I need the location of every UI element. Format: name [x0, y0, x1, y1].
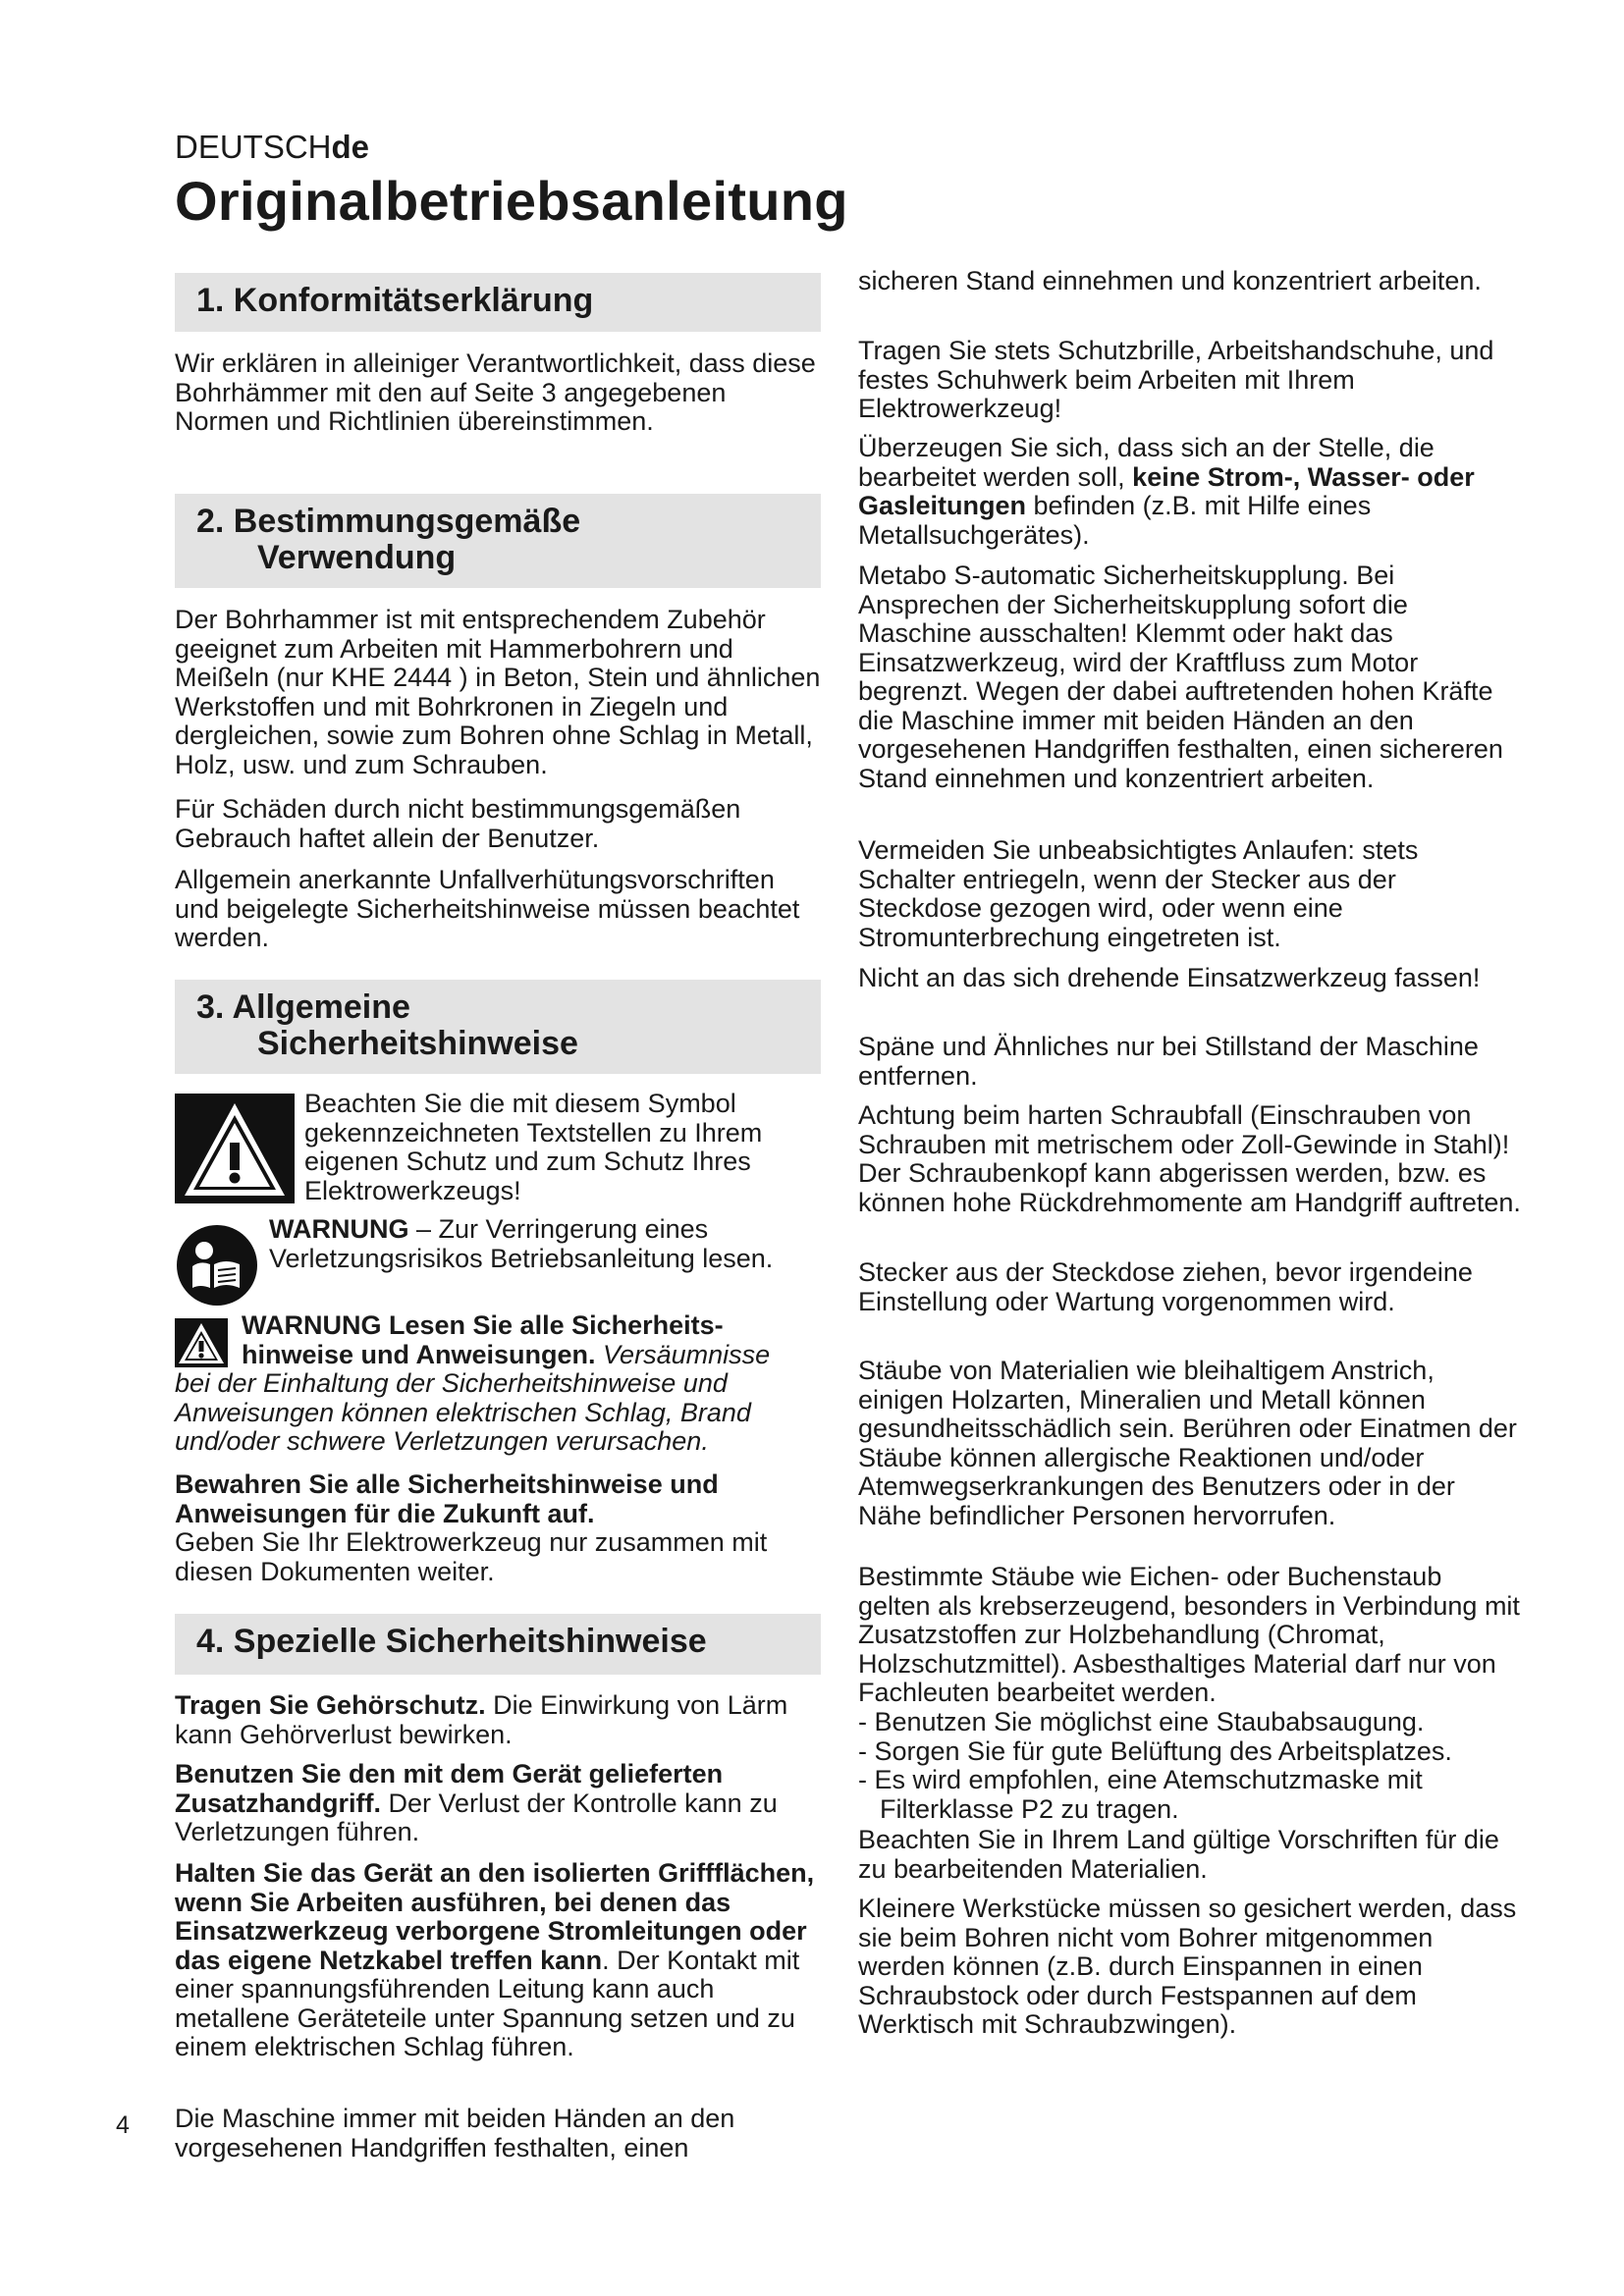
section-4-paragraph-1: Tragen Sie Gehörschutz. Die Einwirkung von Lärm kann Gehörverlust bewirken. [175, 1690, 788, 1749]
right-paragraph-7: Späne und Ähnliches nur bei Stillstand der Maschine entfernen. [858, 1032, 1479, 1091]
section-4-heading: 4. Spezielle Sicherheitshinweise [175, 1614, 821, 1675]
right-paragraph-5: Vermeiden Sie unbeabsichtigtes Anlaufen: stets Schalter entriegeln, wenn der Stecker aus der Steckdose gezogen wird, oder wenn eine Stromunterbrechung eingetreten ist. [858, 835, 1419, 952]
section-2-paragraph-1: Der Bohrhammer ist mit entsprechendem Zubehör geeignet zum Arbeiten mit Hammerbohrern und Meißeln (nur KHE 2444 ) in Beton, Stein und ähnlichen Werkstoffen und mit Bohrkronen in Ziegeln und dergleichen, sowie zum Bohren ohne Schlag in Metall, Holz, usw. und zum Schrauben. [175, 605, 821, 779]
warning-heading-line-2: hinweise und Anweisungen. Versäumnisse [242, 1339, 771, 1369]
right-paragraph-8: Achtung beim harten Schraubfall (Einschrauben von Schrauben mit metrischem oder Zoll-Gewinde in Stahl)! Der Schraubenkopf kann abgerissen werden, bzw. es können hohe Rückdrehmomente am Handgriff auftreten. [858, 1100, 1521, 1217]
warning-triangle-icon [175, 1094, 295, 1203]
language-label: DEUTSCHde [175, 129, 370, 165]
section-3-heading: 3. Allgemeine Sicherheitshinweise [175, 980, 821, 1074]
section-4-paragraph-2: Benutzen Sie den mit dem Gerät gelieferten Zusatzhandgriff. Der Verlust der Kontrolle kann zu Verletzungen führen. [175, 1759, 778, 1846]
section-2-heading: 2. Bestimmungsgemäße Verwendung [175, 494, 821, 588]
symbol-explanation: Beachten Sie die mit diesem Symbol gekennzeichneten Textstellen zu Ihrem eigenen Schutz und zum Schutz Ihres Elektrowerkzeugs! [304, 1089, 763, 1205]
read-manual-icon [175, 1223, 259, 1308]
section-2-paragraph-2: Für Schäden durch nicht bestimmungsgemäßen Gebrauch haftet allein der Benutzer. [175, 794, 741, 853]
section-4-paragraph-4: Die Maschine immer mit beiden Händen an den vorgesehenen Handgriffen festhalten, einen [175, 2104, 735, 2163]
section-4-paragraph-3: Halten Sie das Gerät an den isolierten Griffflächen, wenn Sie Arbeiten ausführen, bei denen das Einsatzwerkzeug verborgene Stromleitungen oder das eigene Netzkabel treffen kann. Der Kontakt mit einer spannungsführenden Leitung kann auch metallene Geräteteile unter Spannung setzen und zu einem elektrischen Schlag führen. [175, 1858, 815, 2061]
section-1-heading: 1. Konformitätserklärung [175, 273, 821, 332]
section-2-paragraph-3: Allgemein anerkannte Unfallverhütungsvorschriften und beigelegte Sicherheitshinweise müssen beachtet werden. [175, 865, 800, 952]
right-paragraph-9: Stecker aus der Steckdose ziehen, bevor irgendeine Einstellung oder Wartung vorgenommen wird. [858, 1257, 1473, 1316]
right-paragraph-13: Kleinere Werkstücke müssen so gesichert werden, dass sie beim Bohren nicht vom Bohrer mitgenommen werden können (z.B. durch Einspannen in einen Schraubstock oder durch Festspannen auf dem Werktisch mit Schraubzwingen). [858, 1894, 1517, 2039]
keep-instructions-text: Geben Sie Ihr Elektrowerkzeug nur zusammen mit diesen Dokumenten weiter. [175, 1527, 768, 1586]
warning-heading-line-1: WARNUNG Lesen Sie alle Sicherheits- [242, 1310, 724, 1340]
dust-list-item-2: - Sorgen Sie für gute Belüftung des Arbeitsplatzes. [858, 1736, 1452, 1766]
manual-warning: WARNUNG – Zur Verringerung eines Verletzungsrisikos Betriebsanleitung lesen. [269, 1214, 774, 1273]
right-paragraph-12: Beachten Sie in Ihrem Land gültige Vorschriften für die zu bearbeitenden Materialien. [858, 1825, 1499, 1884]
page-header [175, 128, 848, 234]
right-paragraph-10: Stäube von Materialien wie bleihaltigem Anstrich, einigen Holzarten, Mineralien und Metall können gesundheitsschädlich sein. Berühren oder Einatmen der Stäube können allergische Reaktionen und/oder Atemwegserkrankungen des Benutzers oder in der Nähe befindlicher Personen hervorrufen. [858, 1356, 1517, 1530]
right-paragraph-3: Überzeugen Sie sich, dass sich an der Stelle, die bearbeitet werden soll, keine Strom-, Wasser- oder Gasleitungen befinden (z.B. mit Hilfe eines Metallsuchgerätes). [858, 433, 1475, 550]
right-paragraph-4: Metabo S-automatic Sicherheitskupplung. Bei Ansprechen der Sicherheitskupplung sofort die Maschine ausschalten! Klemmt oder hakt das Einsatzwerkzeug, wird der Kraftfluss zum Motor begrenzt. Wegen der dabei auftretenden hohen Kräfte die Maschine immer mit beiden Händen an den vorgesehenen Handgriffen festhalten, einen sichereren Stand einnehmen und konzentriert arbeiten. [858, 561, 1503, 793]
right-paragraph-1: sicheren Stand einnehmen und konzentriert arbeiten. [858, 266, 1482, 295]
page-title: Originalbetriebsanleitung [175, 170, 848, 232]
right-paragraph-6: Nicht an das sich drehende Einsatzwerkzeug fassen! [858, 963, 1481, 992]
keep-instructions-heading: Bewahren Sie alle Sicherheitshinweise und Anweisungen für die Zukunft auf. [175, 1469, 719, 1528]
dust-list-item-1: - Benutzen Sie möglichst eine Staubabsaugung. [858, 1707, 1425, 1736]
right-paragraph-11: Bestimmte Stäube wie Eichen- oder Buchenstaub gelten als krebserzeugend, besonders in Verbindung mit Zusatzstoffen zur Holzbehandlung (Chromat, Holzschutzmittel). Asbesthaltiges Material darf nur von Fachleuten bearbeitet werden. [858, 1562, 1520, 1707]
right-paragraph-2: Tragen Sie stets Schutzbrille, Arbeitshandschuhe, und festes Schuhwerk beim Arbeiten mit Ihrem Elektrowerkzeug! [858, 336, 1494, 423]
small-warning-triangle-icon [175, 1318, 228, 1367]
warning-italic-text: bei der Einhaltung der Sicherheitshinweise und Anweisungen können elektrischen Schlag, Brand und/oder schwere Verletzungen verursachen. [175, 1368, 751, 1456]
page-number: 4 [116, 2111, 130, 2139]
dust-list-item-3: - Es wird empfohlen, eine Atemschutzmaske mit Filterklasse P2 zu tragen. [858, 1765, 1423, 1824]
section-1-text: Wir erklären in alleiniger Verantwortlichkeit, dass diese Bohrhämmer mit den auf Seite 3 angegebenen Normen und Richtlinien übereinstimmen. [175, 348, 816, 436]
